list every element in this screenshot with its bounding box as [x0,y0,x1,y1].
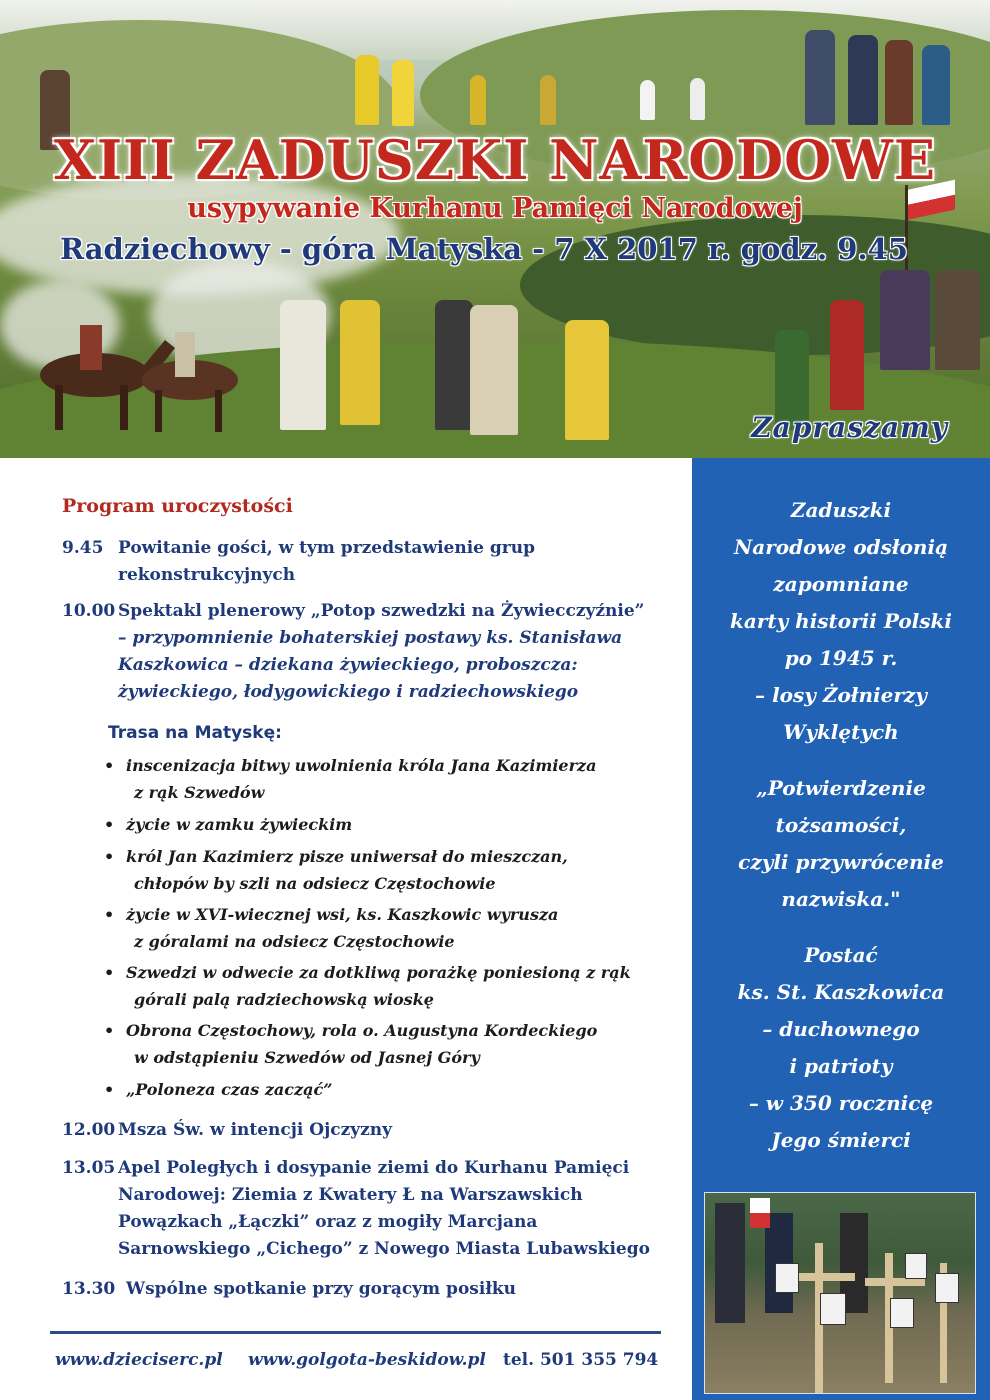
figure [880,270,930,370]
bullet-icon: • [104,1080,115,1099]
figure [922,45,950,125]
portrait [775,1263,799,1293]
program-text: – przypomnienie bohaterskiej postawy ks. Stanisława [118,628,623,648]
figure [280,300,326,430]
route-text: król Jan Kazimierz pisze uniwersał do mieszczan, [126,847,568,866]
figure [565,320,609,440]
program-item [62,1276,516,1303]
bullet-icon: • [104,847,115,866]
panel-line: – w 350 rocznicę [748,1091,934,1115]
program-time: 13.30 [62,1279,116,1299]
event-place-date: Radziechowy - góra Matyska - 7 X 2017 r. godz. 9.45 [60,232,908,266]
panel-line: karty historii Polski [729,609,952,633]
figure [392,60,414,126]
figure [340,300,380,425]
panel-line: Wyklętych [783,720,899,744]
figure [848,35,878,125]
panel-line: nazwiska." [781,887,901,911]
route-text: Szwedzi w odwecie za dotkliwą porażkę poniesioną z rąk [126,963,631,982]
panel-line: Postać [804,943,878,967]
bullet-icon: • [104,963,115,982]
figure [690,78,705,120]
program-text: Wspólne spotkanie przy gorącym posiłku [126,1279,516,1299]
route-text: z góralami na odsiecz Częstochowie [134,932,455,951]
panel-line: zapomniane [773,572,909,596]
invite-text: Zapraszamy [751,411,948,444]
cross [865,1278,925,1286]
footer-divider [50,1331,661,1334]
program-time: 9.45 [62,538,104,558]
figure [470,305,518,435]
bullet-icon: • [104,905,115,924]
route-text: „Poloneza czas zacząć” [126,1080,333,1099]
cross [795,1273,855,1281]
bullet-icon: • [104,815,115,834]
program-item [62,1155,650,1259]
panel-line: i patrioty [789,1054,893,1078]
route-text: w odstąpieniu Szwedów od Jasnej Góry [134,1048,480,1067]
route-title: Trasa na Matyskę: [108,723,282,743]
program-time: 10.00 [62,601,116,621]
program-text: Powitanie gości, w tym przedstawienie grup [118,538,535,558]
memorial-photo [704,1192,976,1394]
horse-rider [25,300,255,440]
program-time: 12.00 [62,1120,116,1140]
website-link-golgota[interactable]: www.golgota-beskidow.pl [248,1350,486,1370]
route-text: chłopów by szli na odsiecz Częstochowie [134,874,496,893]
panel-line: Jego śmierci [771,1128,911,1152]
program-text: żywieckiego, łodygowickiego i radziechowskiego [118,682,579,702]
panel-paragraph-3 [692,937,990,1159]
portrait [905,1253,927,1279]
program-item [62,598,645,702]
program-text: Spektakl plenerowy „Potop szwedzki na Żywiecczyźnie” [118,601,645,621]
panel-line: czyli przywrócenie [738,850,944,874]
portrait [820,1293,846,1325]
figure [640,80,655,120]
panel-line: po 1945 r. [784,646,898,670]
panel-line: Zaduszki [790,498,892,522]
panel-line: Narodowe odsłonią [733,535,949,559]
figure [885,40,913,125]
website-link-dzieciserc[interactable]: www.dzieciserc.pl [55,1350,223,1370]
panel-line: – duchownego [762,1017,920,1041]
figure [935,270,980,370]
route-text: inscenizacja bitwy uwolnienia króla Jana Kazimierza [126,756,597,775]
program-text: Powązkach „Łączki” oraz z mogiły Marcjana [118,1212,538,1232]
program-text: Narodowej: Ziemia z Kwatery Ł na Warszawskich [118,1185,583,1205]
event-subtitle: usypywanie Kurhanu Pamięci Narodowej [187,193,803,224]
program-text: Sarnowskiego „Cichego” z Nowego Miasta Lubawskiego [118,1239,650,1259]
phone-number: tel. 501 355 794 [503,1350,659,1370]
panel-line: tożsamości, [775,813,907,837]
program-item [62,1117,393,1144]
bullet-icon: • [104,1021,115,1040]
route-text: Obrona Częstochowy, rola o. Augustyna Kordeckiego [126,1021,598,1040]
panel-line: – losy Żołnierzy [755,683,927,707]
figure [540,75,556,125]
panel-paragraph-1 [692,492,990,751]
route-text: górali palą radziechowską wioskę [134,990,434,1009]
portrait [935,1273,959,1303]
program-title: Program uroczystości [62,495,293,517]
program-text: rekonstrukcyjnych [118,565,296,585]
program-text: Apel Poległych i dosypanie ziemi do Kurhanu Pamięci [118,1158,630,1178]
figure [830,300,864,410]
panel-line: „Potwierdzenie [756,776,926,800]
figure [435,300,473,430]
person [715,1203,745,1323]
program-item [62,535,535,585]
flag-icon [750,1198,770,1228]
program-text: Msza Św. w intencji Ojczyzny [118,1120,393,1140]
event-banner [0,0,990,458]
program-text: Kaszkowica – dziekana żywieckiego, proboszcza: [118,655,578,675]
portrait [890,1298,914,1328]
event-title: XIII ZADUSZKI NARODOWE [54,128,936,192]
bullet-icon: • [104,756,115,775]
program-time: 13.05 [62,1158,116,1178]
figure [470,75,486,125]
panel-paragraph-2 [692,770,990,918]
route-text: z rąk Szwedów [134,783,265,802]
figure [805,30,835,125]
figure [355,55,379,125]
route-text: życie w zamku żywieckim [126,815,353,834]
route-text: życie w XVI-wiecznej wsi, ks. Kaszkowic wyrusza [126,905,559,924]
panel-line: ks. St. Kaszkowica [737,980,945,1004]
